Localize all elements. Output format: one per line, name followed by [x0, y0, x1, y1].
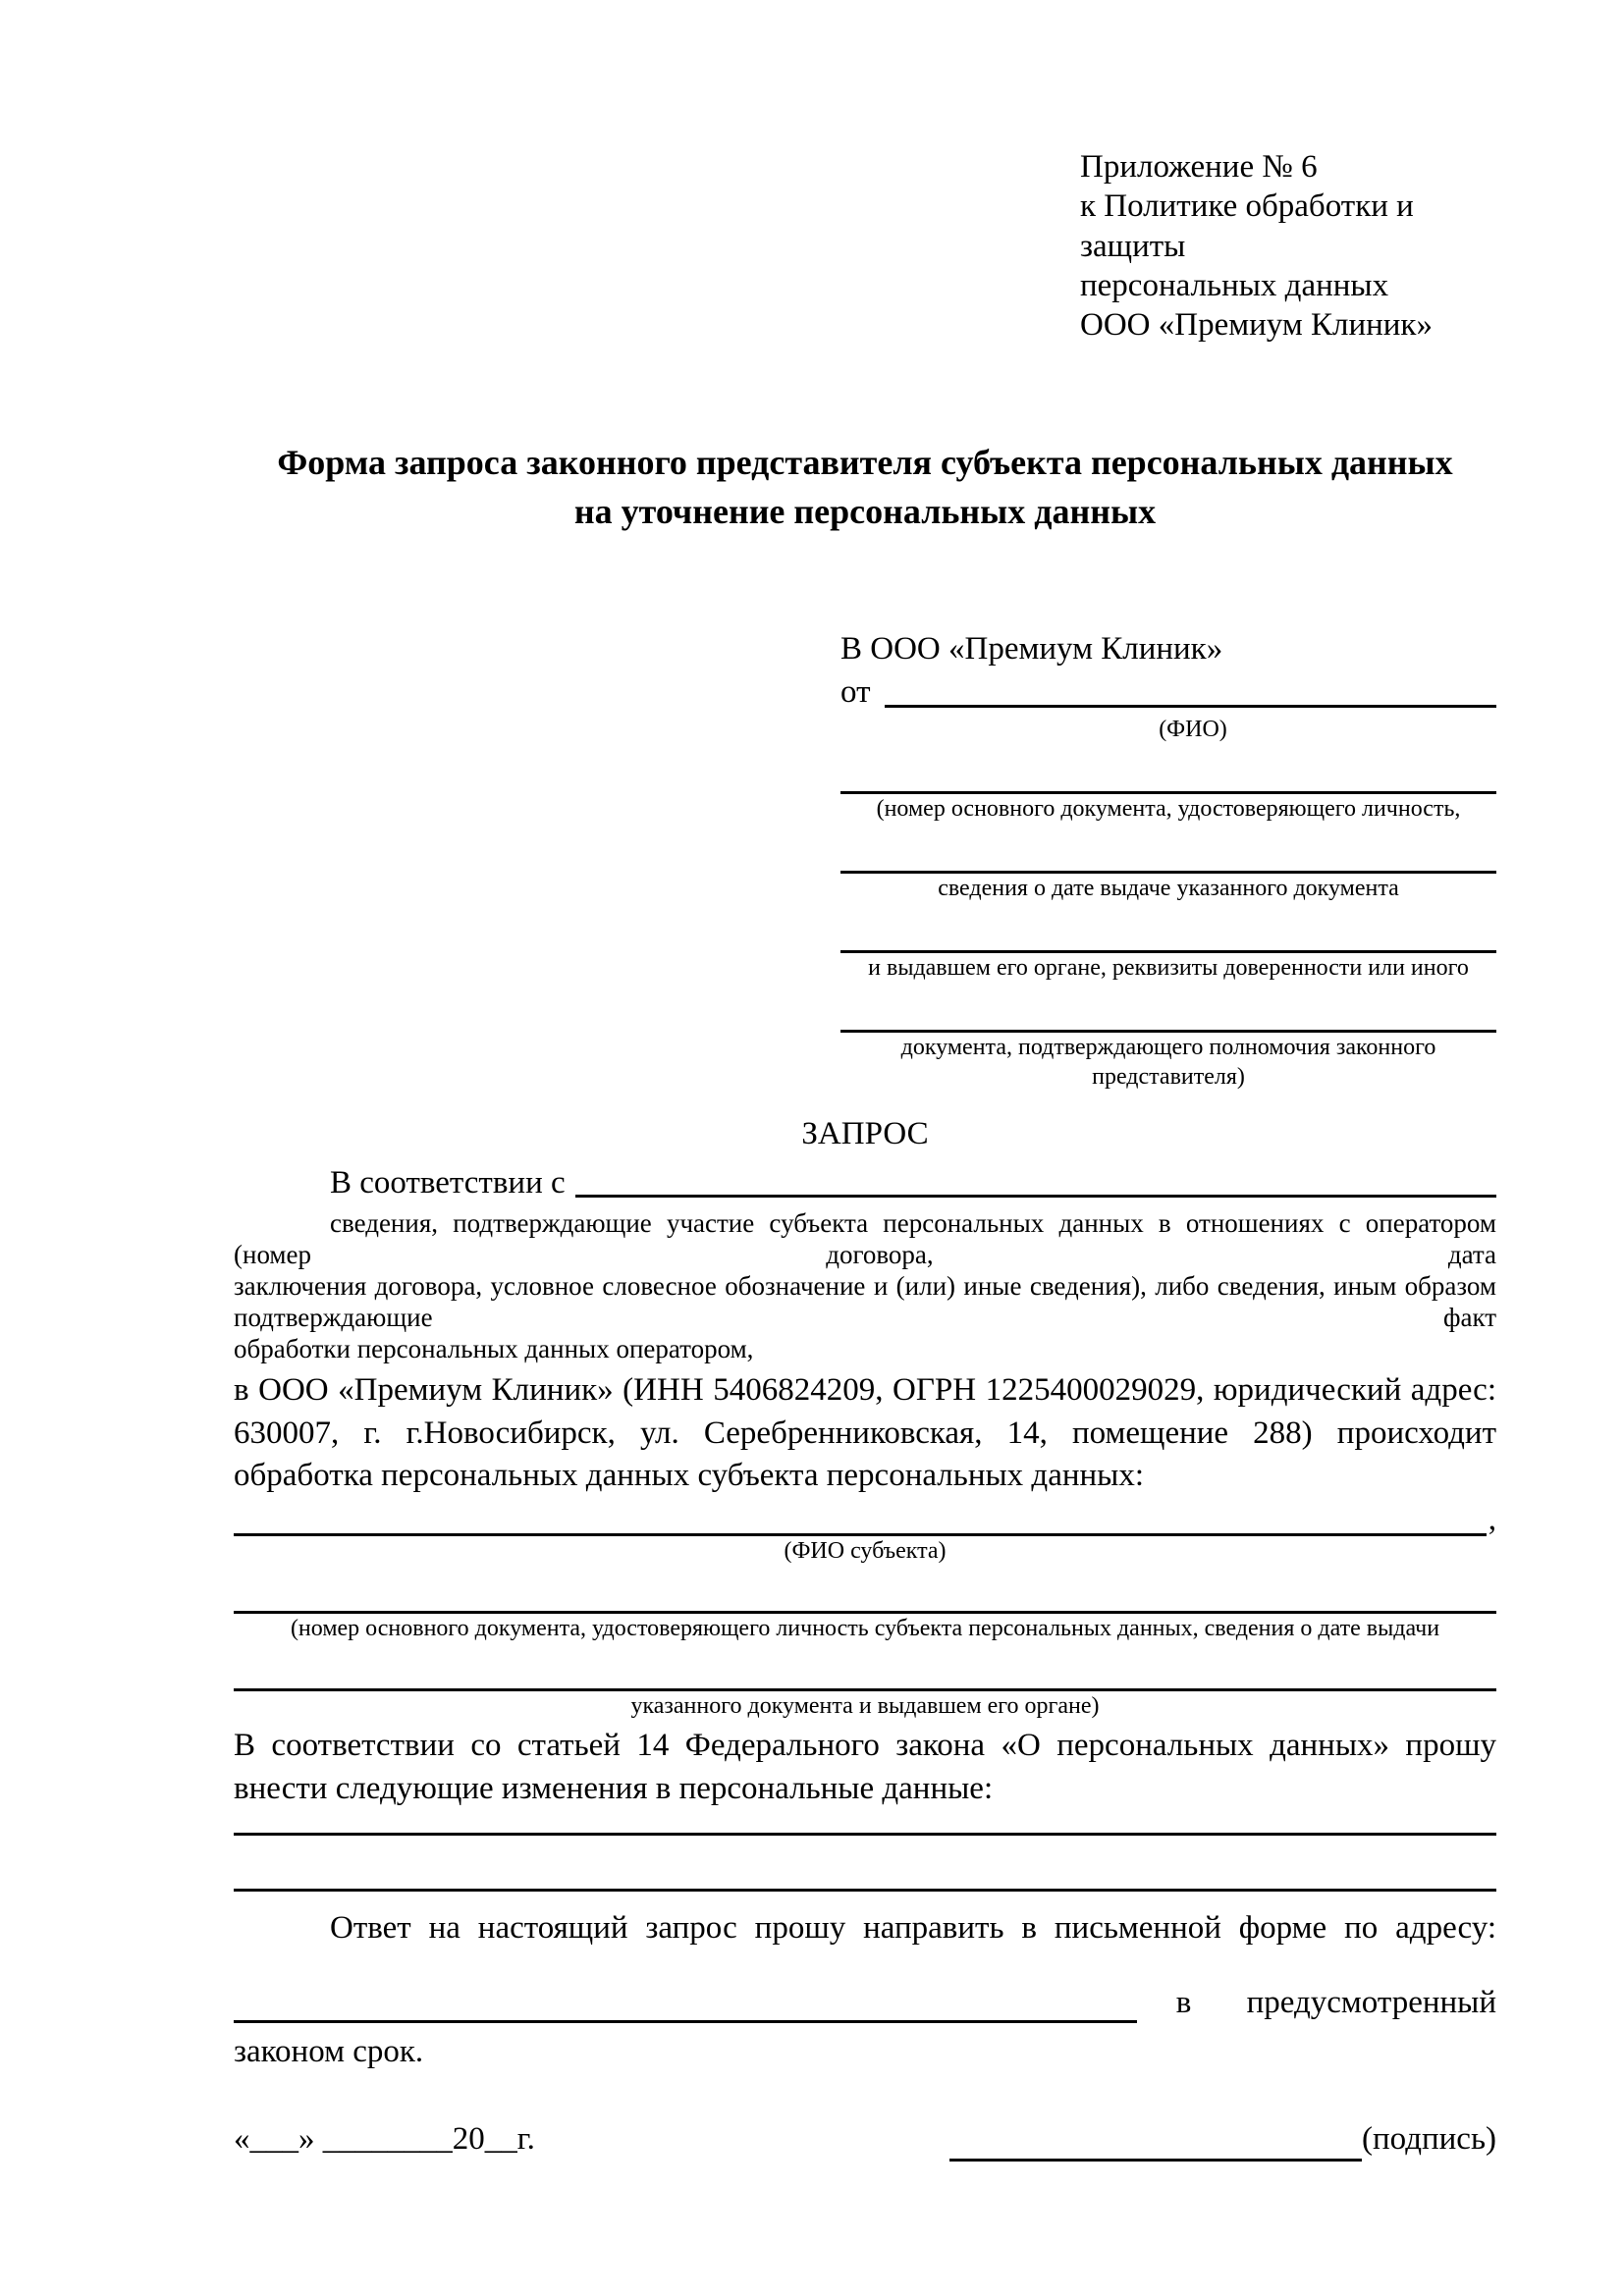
basis-blank-line	[575, 1195, 1496, 1198]
fio-caption: (ФИО)	[1159, 716, 1227, 742]
subject-document-field	[234, 1566, 1496, 1643]
blank-line	[234, 1504, 1487, 1536]
changes-blank-line	[234, 1836, 1496, 1892]
field-caption: указанного документа и выдавшем его органе)	[630, 1693, 1100, 1720]
blank-line	[840, 824, 1496, 874]
operator-paragraph-line: 630007, г. г.Новосибирск, ул. Серебренниковская, 14, помещение 288) происходит	[234, 1415, 1496, 1451]
authority-document-field	[840, 983, 1496, 1092]
annex-note	[1080, 147, 1496, 345]
annex-line: к Политике обработки и защиты	[1080, 188, 1414, 264]
fine-print-line: обработки персональных данных оператором,	[234, 1333, 754, 1363]
annex-line: ООО «Премиум Клиник»	[1080, 307, 1433, 343]
operator-paragraph-line: в ООО «Премиум Клиник» (ИНН 5406824209, ОГРН 1225400029029, юридический адрес:	[234, 1371, 1496, 1408]
field-caption: (номер основного документа, удостоверяющего личность субъекта персональных данных, сведения о дате выдачи	[290, 1616, 1440, 1642]
reply-address-field	[234, 1984, 1496, 2023]
basis-label: В соответствии с	[330, 1164, 566, 1201]
basis-field	[234, 1162, 1496, 1205]
date-signature-row	[234, 2118, 1496, 2162]
fine-print-line: заключения договора, условное словесное обозначение и (или) иные сведения), либо сведения, иным образом подтверждающие факт	[234, 1271, 1496, 1333]
changes-blank-line	[234, 1811, 1496, 1836]
page-title-line: Форма запроса законного представителя субъекта персональных данных	[277, 443, 1453, 483]
signature-caption: (подпись)	[1362, 2121, 1496, 2158]
trailing-comma: ,	[1488, 1502, 1496, 1538]
fine-print-line: сведения, подтверждающие участие субъекта персональных данных в отношениях с оператором (номер договора, дата	[234, 1208, 1496, 1270]
subject-document-field-2	[234, 1643, 1496, 1721]
blank-line	[840, 903, 1496, 953]
page-title-line: на уточнение персональных данных	[573, 491, 1157, 531]
page-title	[234, 439, 1496, 536]
blank-line	[234, 1643, 1496, 1691]
issuing-authority-field	[840, 903, 1496, 983]
blank-line	[840, 983, 1496, 1033]
field-caption: документа, подтверждающего полномочия законного представителя)	[900, 1034, 1436, 1090]
from-label: от	[840, 674, 871, 711]
operator-paragraph	[234, 1369, 1496, 1499]
addressee-organization: В ООО «Премиум Клиник»	[840, 630, 1223, 667]
reply-paragraph-line: Ответ на настоящий запрос прошу направить в письменной форме по адресу:	[330, 1910, 1496, 1947]
blank-line	[234, 1566, 1496, 1614]
date-field: «___» ________20__г.	[234, 2121, 535, 2158]
blank-line	[234, 1985, 1137, 2023]
annex-line: Приложение № 6	[1080, 149, 1318, 185]
operator-paragraph-line: обработка персональных данных субъекта персональных данных:	[234, 1458, 1144, 1494]
from-field	[840, 670, 1496, 715]
blank-line	[840, 744, 1496, 794]
subject-fio-caption: (ФИО субъекта)	[784, 1538, 947, 1565]
field-caption: сведения о дате выдаче указанного документа	[938, 875, 1399, 901]
law-paragraph	[234, 1725, 1496, 1811]
request-heading: ЗАПРОС	[801, 1115, 929, 1151]
signature-blank-line	[949, 2123, 1362, 2162]
law-paragraph-line: внести следующие изменения в персональные данные:	[234, 1771, 994, 1807]
fine-print-note	[234, 1208, 1496, 1364]
reply-paragraph-line: законом срок.	[234, 2033, 424, 2069]
reply-paragraph-line: в предусмотренный	[1175, 1984, 1496, 2020]
issue-date-field	[840, 824, 1496, 903]
id-document-field	[840, 744, 1496, 824]
signature-field	[949, 2118, 1496, 2162]
from-blank-line	[885, 705, 1497, 708]
annex-line: персональных данных	[1080, 267, 1389, 303]
addressee-block	[840, 627, 1496, 1092]
field-caption: и выдавшем его органе, реквизиты доверенности или иного	[868, 954, 1469, 981]
subject-fio-field	[234, 1504, 1496, 1536]
field-caption: (номер основного документа, удостоверяющего личность,	[876, 795, 1461, 822]
law-paragraph-line: В соответствии со статьей 14 Федерального закона «О персональных данных» прошу	[234, 1728, 1496, 1764]
